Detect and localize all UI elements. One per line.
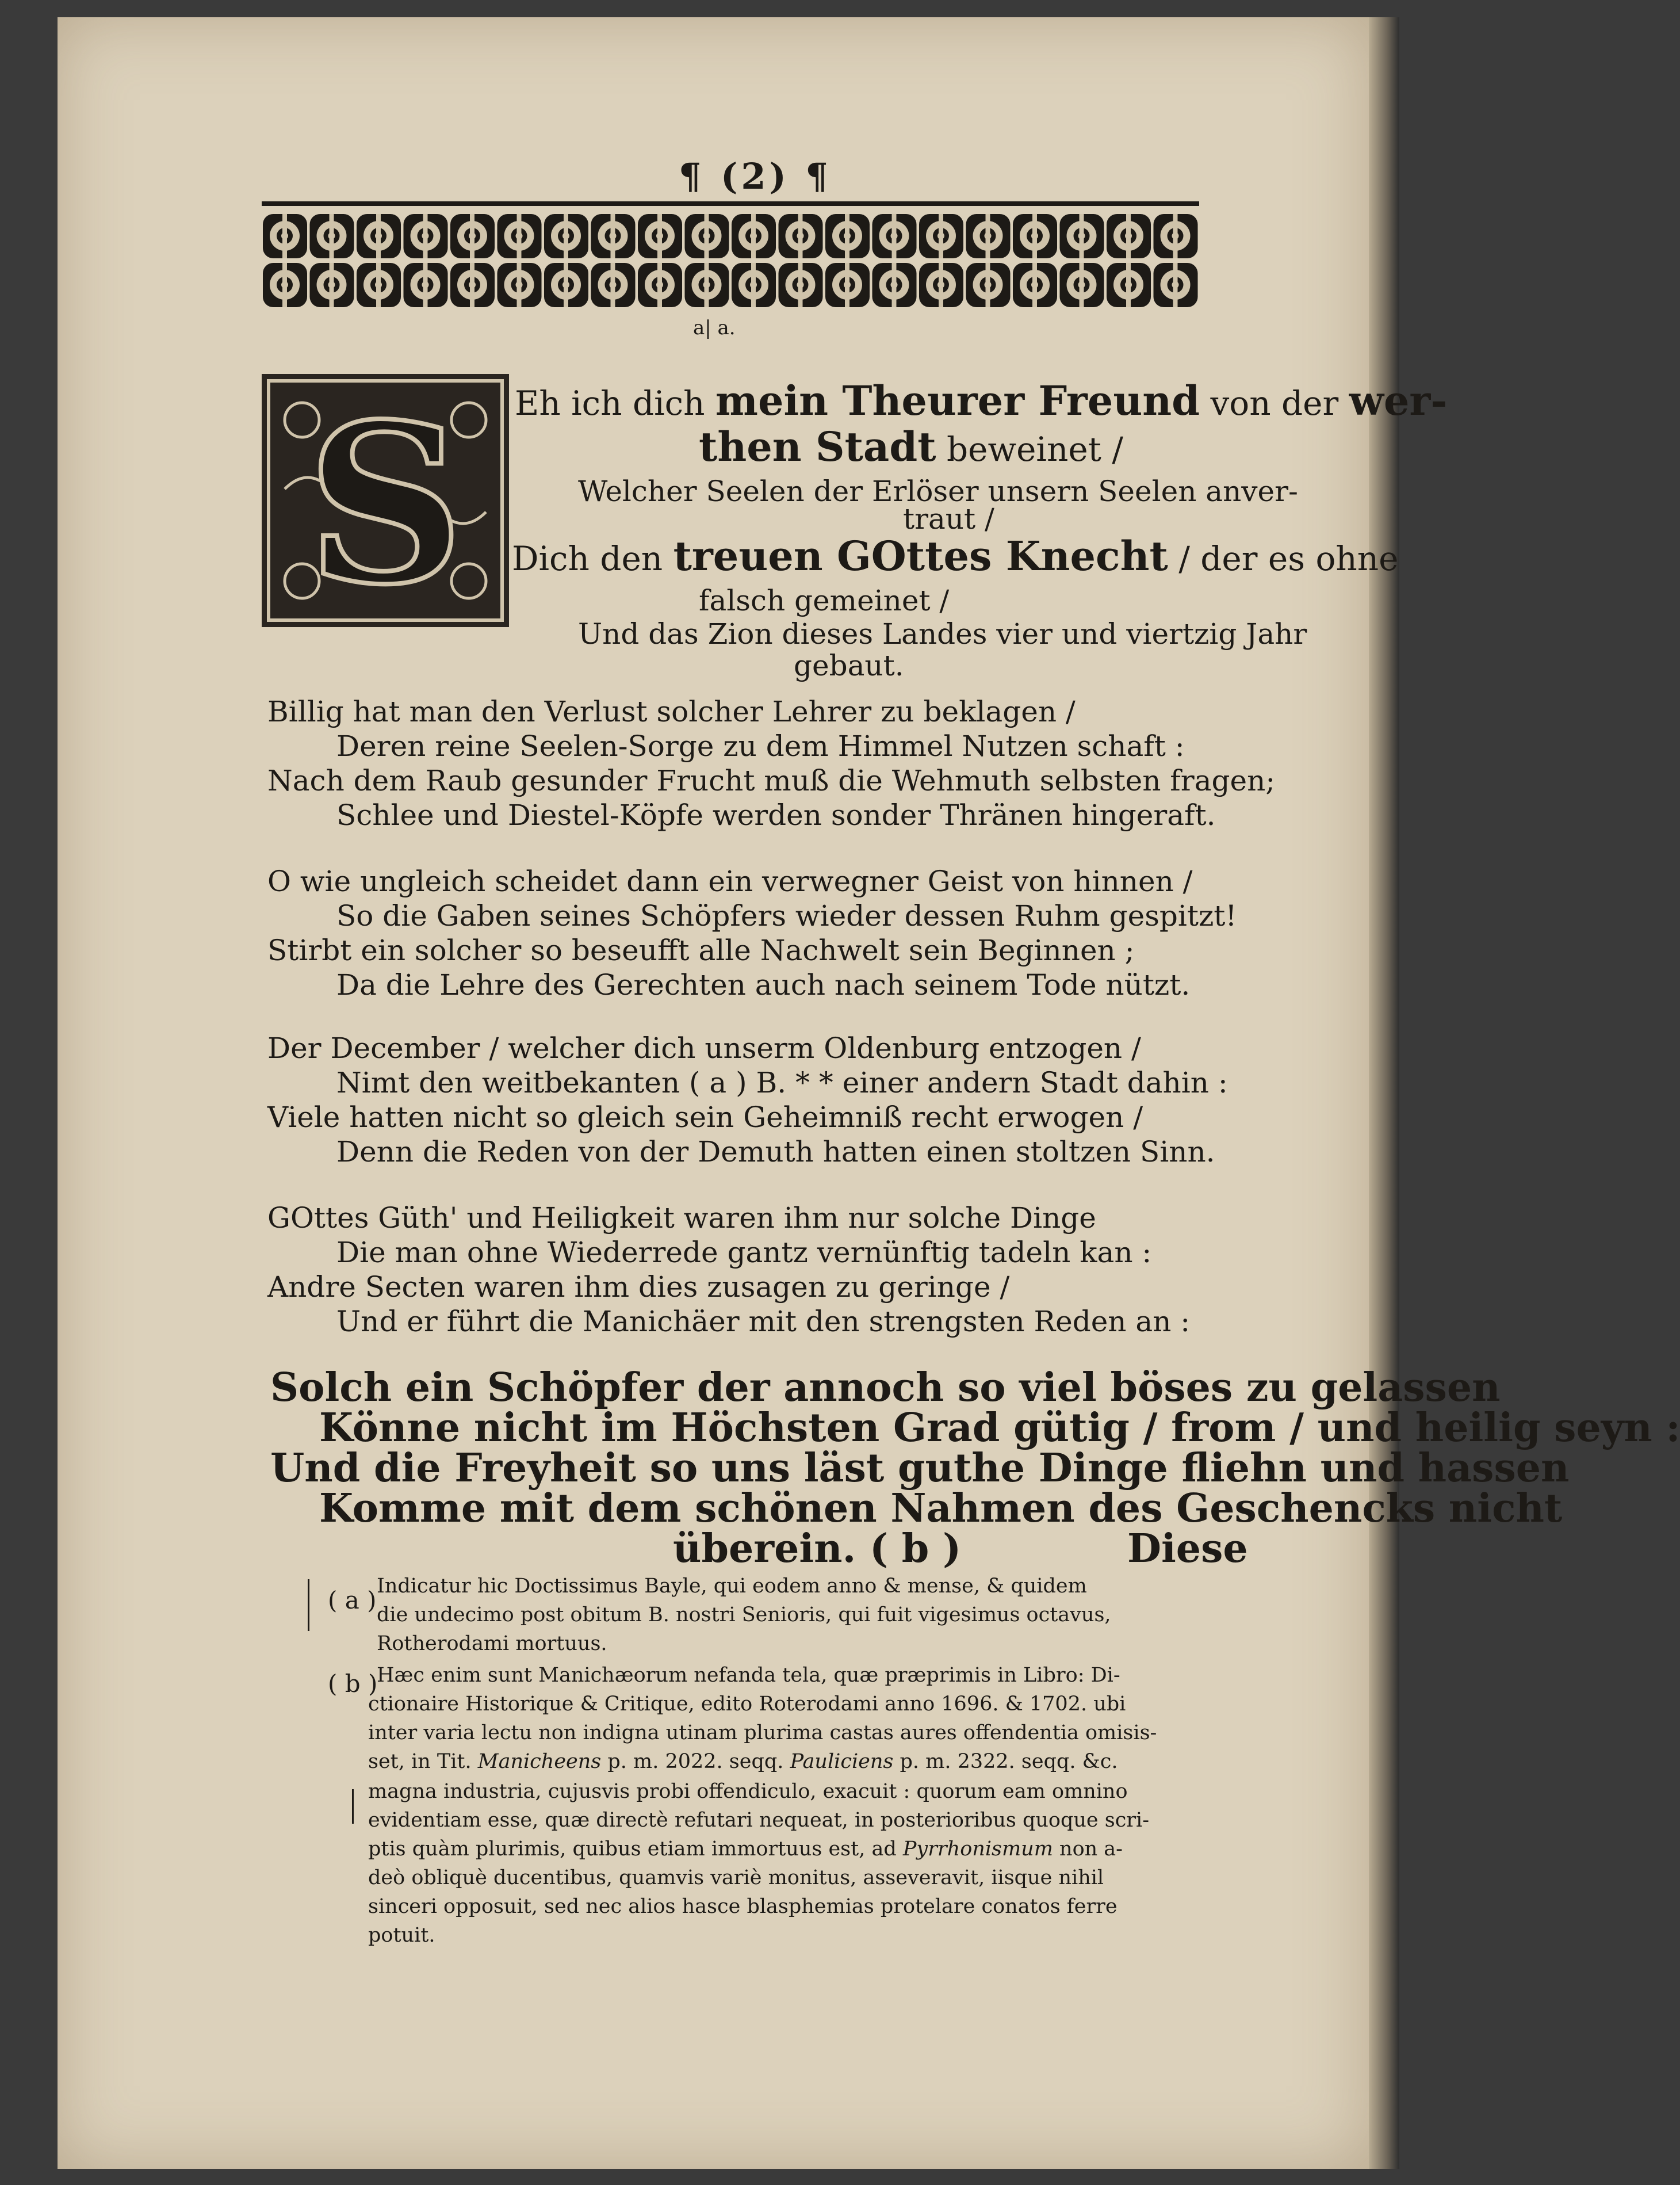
intro-line-8: gebaut. (794, 649, 904, 682)
quote-line-1: Solch ein Schöpfer der annoch so viel böses zu gelassen (270, 1365, 1501, 1411)
stanza4-line-4: Und er führt die Manichäer mit den strengsten Reden an : (336, 1305, 1191, 1338)
intro-line-7: Und das Zion dieses Landes vier und viertzig Jahr (578, 617, 1307, 651)
stanza4-line-1: GOttes Güth' und Heiligkeit waren ihm nur solche Dinge (267, 1201, 1096, 1235)
quote-line-2: Könne nicht im Höchsten Grad gütig / from / und heilig seyn : (319, 1405, 1680, 1451)
stanza3-line-1: Der December / welcher dich unserm Oldenburg entzogen / (267, 1032, 1141, 1065)
page-edge (1369, 17, 1399, 2169)
stanza2-line-3: Stirbt ein solcher so beseufft alle Nachwelt sein Beginnen ; (267, 934, 1135, 967)
svg-text:S: S (306, 376, 465, 633)
decorated-initial-s (262, 374, 509, 633)
quote-line-5: überein. ( b ) (673, 1526, 962, 1572)
footnote-b-line-10: potuit. (368, 1924, 435, 1947)
intro-line-5: Dich den treuen GOttes Knecht / der es ohne (512, 532, 1399, 580)
footnote-b-marker: ( b ) (328, 1670, 378, 1698)
intro-line-6: falsch gemeinet / (699, 584, 950, 617)
footnote-b-line-4: set, in Tit. Manicheens p. m. 2022. seqq. Pauliciens p. m. 2322. seqq. &c. (368, 1750, 1118, 1773)
footnote-b-line-5: magna industria, cujusvis probi offendiculo, exacuit : quorum eam omnino (368, 1780, 1128, 1803)
footnote-b-line-2: ctionaire Historique & Critique, edito Roterodami anno 1696. & 1702. ubi (368, 1693, 1126, 1716)
stanza1-line-1: Billig hat man den Verlust solcher Lehrer zu beklagen / (267, 695, 1076, 728)
footnote-a-line-3: Rotherodami mortuus. (377, 1632, 607, 1655)
stanza1-line-3: Nach dem Raub gesunder Frucht muß die Wehmuth selbsten fragen; (267, 764, 1276, 797)
stanza1-line-4: Schlee und Diestel-Köpfe werden sonder Thränen hingeraft. (336, 799, 1216, 832)
margin-mark: a| a. (693, 316, 736, 339)
stanza2-line-2: So die Gaben seines Schöpfers wieder dessen Ruhm gespitzt! (336, 899, 1237, 933)
footnote-a-line-2: die undecimo post obitum B. nostri Senioris, qui fuit vigesimus octavus, (377, 1603, 1111, 1626)
stanza3-line-4: Denn die Reden von der Demuth hatten einen stoltzen Sinn. (336, 1135, 1215, 1168)
footnote-rule-a (308, 1579, 309, 1631)
footnote-b-line-7: ptis quàm plurimis, quibus etiam immortuus est, ad Pyrrhonismum non a- (368, 1838, 1123, 1861)
running-head: ¶ (2) ¶ (679, 155, 832, 197)
header-rule (262, 201, 1199, 206)
footnote-a-line-1: Indicatur hic Doctissimus Bayle, qui eodem anno & mense, & quidem (377, 1575, 1087, 1598)
footnote-b-line-1: Hæc enim sunt Manichæorum nefanda tela, quæ præprimis in Libro: Di- (377, 1664, 1120, 1687)
stanza1-line-2: Deren reine Seelen-Sorge zu dem Himmel Nutzen schaft : (336, 729, 1185, 763)
stanza4-line-3: Andre Secten waren ihm dies zusagen zu geringe / (267, 1270, 1010, 1304)
footnote-b-line-8: deò obliquè ducentibus, quamvis variè monitus, asseveravit, iisque nihil (368, 1866, 1104, 1889)
intro-line-1: Eh ich dich mein Theurer Freund von der wer- (515, 377, 1448, 425)
intro-line-4: traut / (903, 502, 994, 536)
catchword: Diese (1127, 1526, 1248, 1572)
quote-line-3: Und die Freyheit so uns läst guthe Dinge fliehn und hassen (270, 1445, 1570, 1491)
intro-line-3: Welcher Seelen der Erlöser unsern Seelen anver- (578, 475, 1298, 508)
stanza2-line-1: O wie ungleich scheidet dann ein verwegner Geist von hinnen / (267, 865, 1193, 898)
stanza3-line-2: Nimt den weitbekanten ( a ) B. * * einer andern Stadt dahin : (336, 1066, 1228, 1099)
footnote-a-marker: ( a ) (328, 1586, 377, 1614)
stanza2-line-4: Da die Lehre des Gerechten auch nach seinem Tode nützt. (336, 968, 1191, 1002)
footnote-b-line-6: evidentiam esse, quæ directè refutari nequeat, in posterioribus quoque scri- (368, 1809, 1150, 1832)
footnote-b-line-3: inter varia lectu non indigna utinam plurima castas aures offendentia omisis- (368, 1721, 1157, 1744)
stanza3-line-3: Viele hatten nicht so gleich sein Geheimniß recht erwogen / (267, 1101, 1143, 1134)
intro-line-2: then Stadt beweinet / (699, 423, 1123, 471)
stanza4-line-2: Die man ohne Wiederrede gantz vernünftig tadeln kan : (336, 1236, 1152, 1269)
footnote-b-line-9: sinceri opposuit, sed nec alios hasce blasphemias protelare conatos ferre (368, 1895, 1118, 1918)
quote-line-4: Komme mit dem schönen Nahmen des Geschencks nicht (319, 1485, 1563, 1531)
footnote-rule-b (352, 1789, 354, 1824)
ornament-band (262, 212, 1199, 310)
